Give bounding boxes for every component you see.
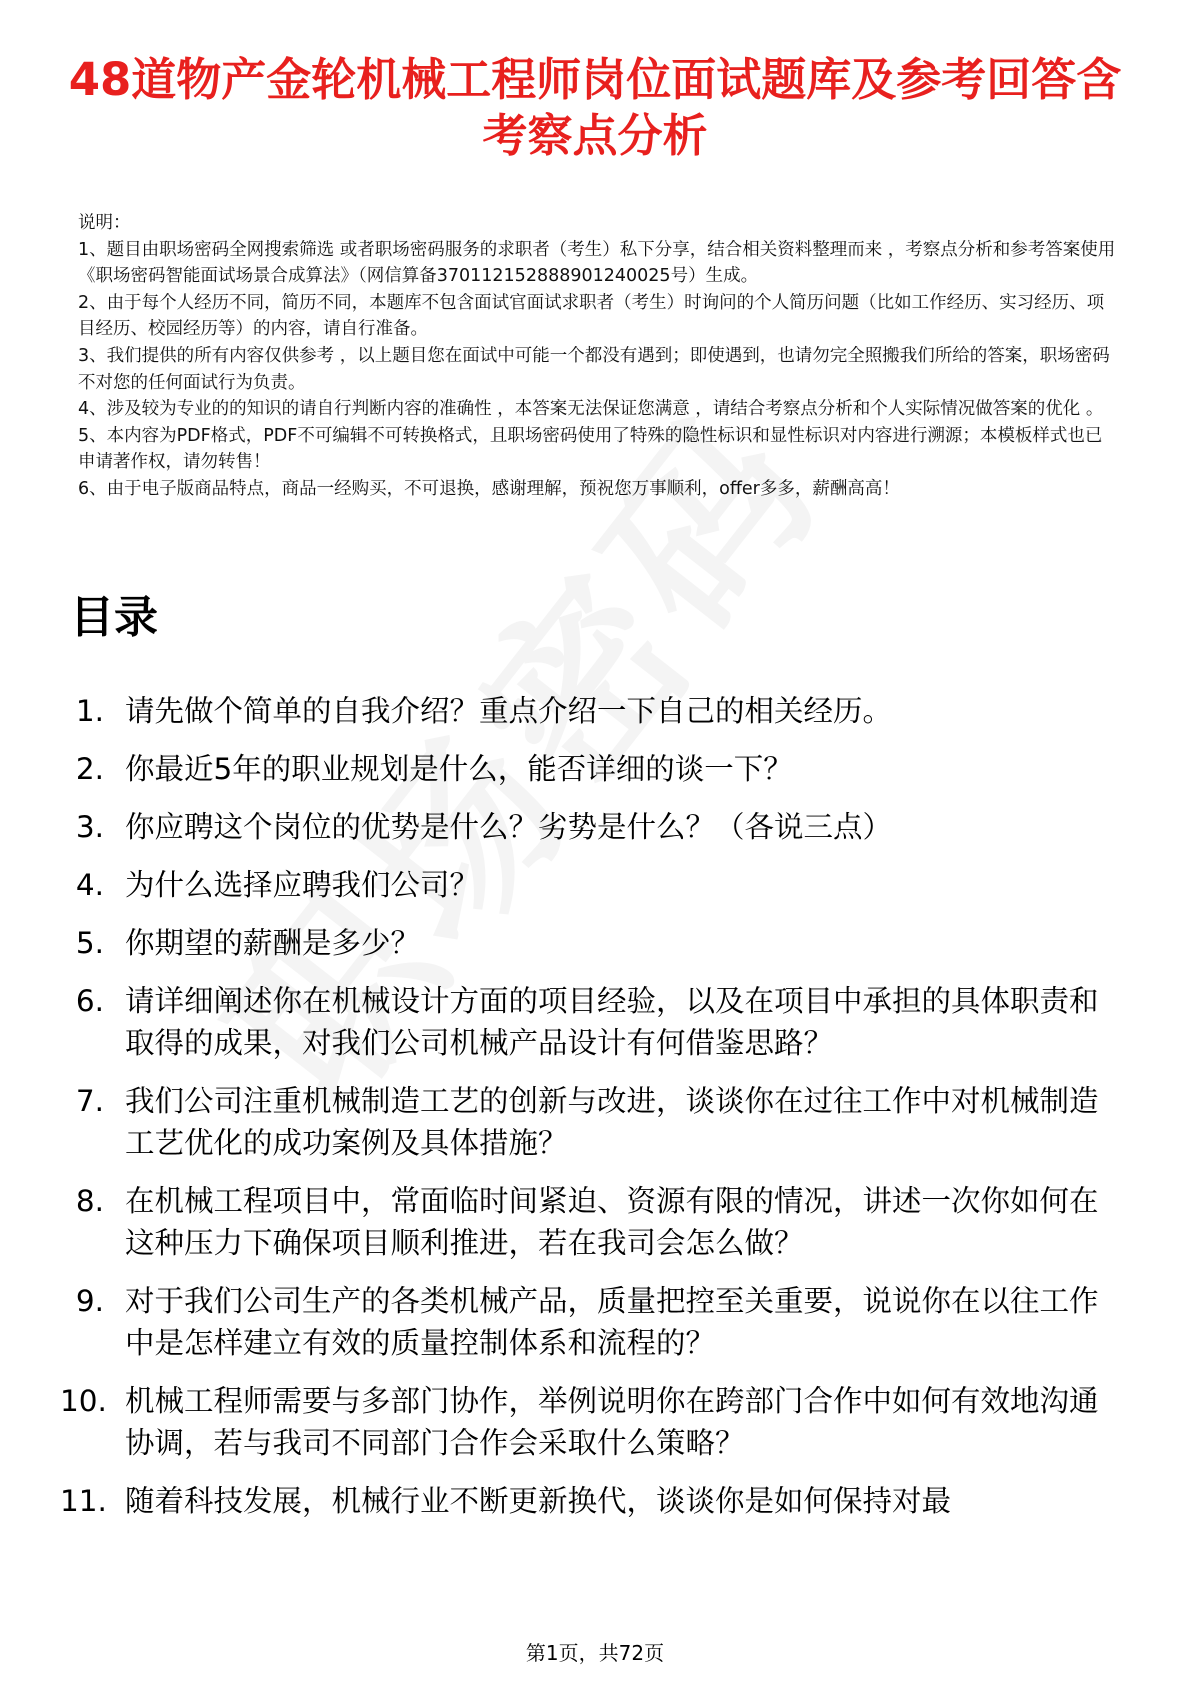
toc-item[interactable] [60, 806, 1110, 848]
toc-item-text: 我们公司注重机械制造工艺的创新与改进，谈谈你在过往工作中对机械制造工艺优化的成功案例及具体措施？ [125, 1084, 1099, 1160]
toc-item-text: 在机械工程项目中，常面临时间紧迫、资源有限的情况，讲述一次你如何在这种压力下确保项目顺利推进，若在我司会怎么做？ [125, 1184, 1099, 1260]
toc-item-text: 随着科技发展，机械行业不断更新换代，谈谈你是如何保持对最 [125, 1484, 952, 1518]
toc-item-text: 你期望的薪酬是多少？ [125, 926, 421, 960]
toc-item[interactable] [60, 1080, 1110, 1164]
toc-item-number: 3. [75, 810, 104, 844]
toc-item-text: 请详细阐述你在机械设计方面的项目经验，以及在项目中承担的具体职责和取得的成果，对我们公司机械产品设计有何借鉴思路？ [125, 984, 1099, 1060]
toc-item[interactable] [60, 922, 1110, 964]
notes-line: 6、由于电子版商品特点，商品一经购买，不可退换，感谢理解，预祝您万事顺利，offer多多，薪酬高高！ [78, 478, 900, 499]
toc-item-text: 为什么选择应聘我们公司？ [125, 868, 480, 902]
toc-item-number: 10. [60, 1384, 107, 1418]
notes-line: 5、本内容为PDF格式，PDF不可编辑不可转换格式，且职场密码使用了特殊的隐性标识和显性标识对内容进行溯源；本模板样式也已申请著作权，请勿转售！ [78, 425, 1103, 473]
toc-item[interactable] [60, 690, 1110, 732]
notes-line: 1、题目由职场密码全网搜索筛选 或者职场密码服务的求职者（考生）私下分享，结合相关资料整理而来 ，考察点分析和参考答案使用《职场密码智能面试场景合成算法》（网信算备370112152888901240025号）生成。 [78, 239, 1116, 287]
toc-item-number: 11. [60, 1484, 107, 1518]
toc-item[interactable] [60, 1180, 1110, 1264]
toc-item[interactable] [60, 980, 1110, 1064]
toc-item-number: 5. [75, 926, 104, 960]
notes-line: 2、由于每个人经历不同，简历不同，本题库不包含面试官面试求职者（考生）时询问的个人简历问题（比如工作经历、实习经历、项目经历、校园经历等）的内容，请自行准备。 [78, 292, 1105, 340]
toc-list [60, 690, 1110, 1538]
toc-item-number: 4. [75, 868, 104, 902]
toc-item[interactable] [60, 864, 1110, 906]
toc-item-number: 7. [75, 1084, 104, 1118]
toc-item[interactable] [60, 748, 1110, 790]
notes-line: 3、我们提供的所有内容仅供参考 ，以上题目您在面试中可能一个都没有遇到；即使遇到，也请勿完全照搬我们所给的答案，职场密码不对您的任何面试行为负责。 [78, 345, 1110, 393]
toc-item-text: 请先做个简单的自我介绍？重点介绍一下自己的相关经历。 [125, 694, 893, 728]
page-footer: 第1页，共72页 [525, 1641, 665, 1665]
toc-item-number: 9. [75, 1284, 104, 1318]
toc-item-number: 8. [75, 1184, 104, 1218]
notes-line: 4、涉及较为专业的的知识的请自行判断内容的准确性 ，本答案无法保证您满意 ，请结合考察点分析和个人实际情况做答案的优化 。 [78, 399, 1104, 420]
notes-line: 说明： [78, 213, 131, 233]
toc-heading: 目录 [70, 592, 158, 643]
toc-item-number: 6. [75, 984, 104, 1018]
toc-item-text: 对于我们公司生产的各类机械产品，质量把控至关重要，说说你在以往工作中是怎样建立有效的质量控制体系和流程的？ [125, 1284, 1099, 1360]
notes-section [78, 210, 1118, 503]
toc-item[interactable] [60, 1480, 1110, 1522]
toc-item[interactable] [60, 1380, 1110, 1464]
toc-item-text: 机械工程师需要与多部门协作，举例说明你在跨部门合作中如何有效地沟通协调，若与我司不同部门合作会采取什么策略？ [125, 1384, 1099, 1460]
toc-item-text: 你应聘这个岗位的优势是什么？劣势是什么？（各说三点） [125, 810, 893, 844]
page-title: 48道物产金轮机械工程师岗位面试题库及参考回答含考察点分析 [68, 53, 1122, 162]
toc-item[interactable] [60, 1280, 1110, 1364]
toc-item-number: 2. [75, 752, 104, 786]
toc-item-text: 你最近5年的职业规划是什么，能否详细的谈一下？ [125, 752, 793, 786]
toc-item-number: 1. [75, 694, 104, 728]
